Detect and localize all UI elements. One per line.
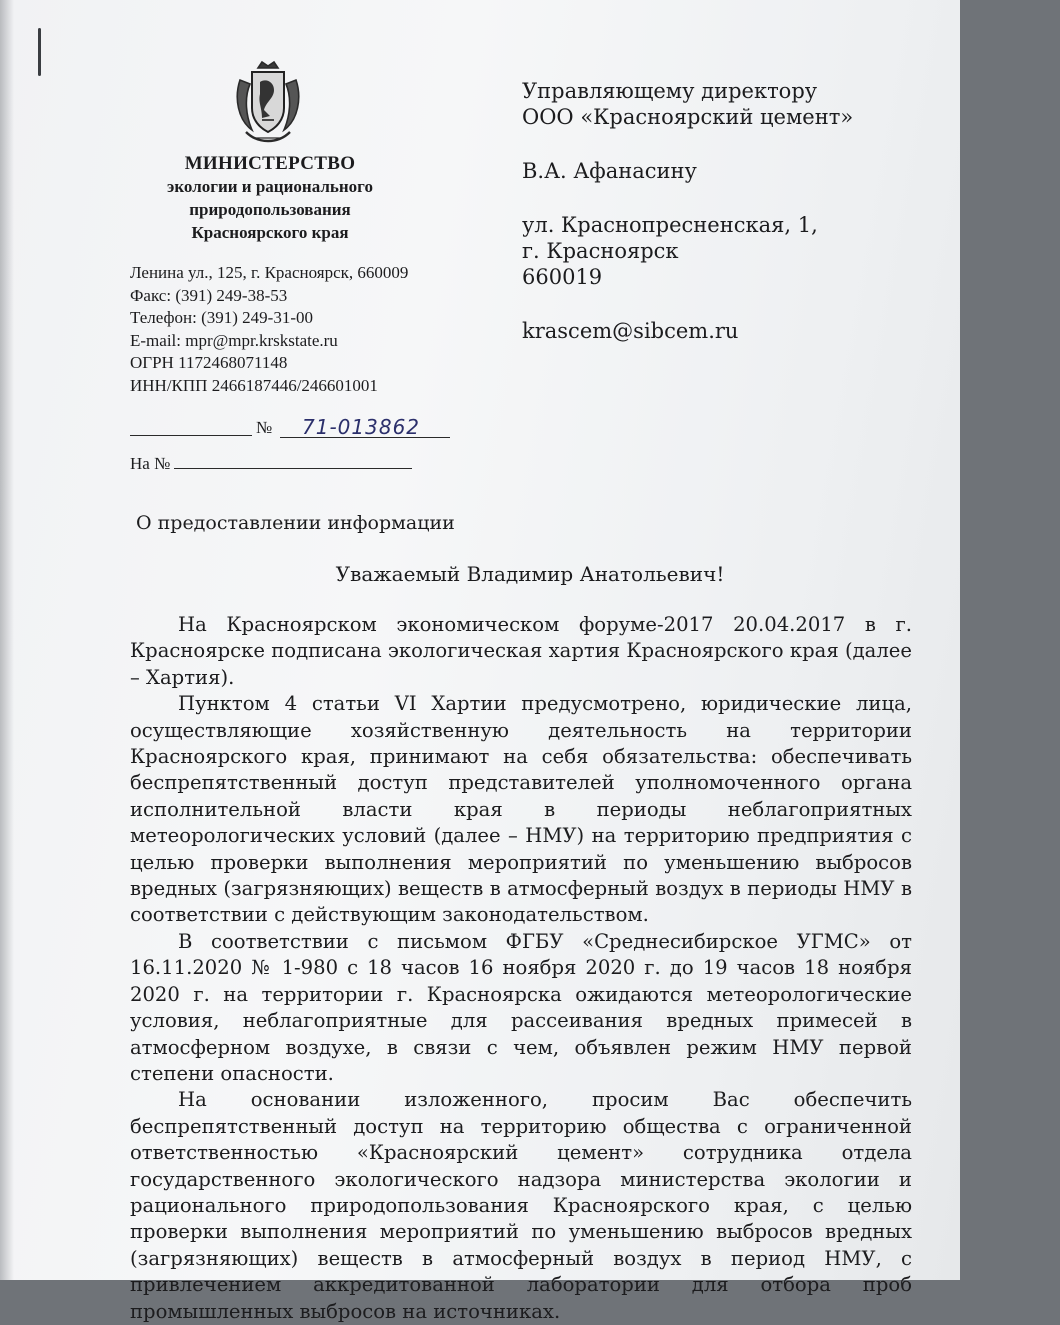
addressee-email: krascem@sibcem.ru <box>522 319 739 343</box>
ministry-header <box>120 152 420 244</box>
paragraph-3: В соответствии с письмом ФГБУ «Среднесибирское УГМС» от 16.11.2020 № 1-980 с 18 часов 16 ноября 2020 г. до 19 часов 18 ноября 2020 г. на территории г. Красноярска ожидаются метеорологические условия, неблагоприятные для рассеивания вредных примесей в атмосферном воздухе, в связи с чем, объявлен режим НМУ первой степени опасности. <box>130 929 912 1085</box>
reply-reference-line <box>130 454 420 474</box>
registration-line <box>130 412 450 438</box>
sender-address: Ленина ул., 125, г. Красноярск, 660009 <box>130 263 409 282</box>
sender-ogrn: ОГРН 1172468071148 <box>130 353 288 372</box>
date-blank <box>130 435 252 436</box>
sender-inn-kpp: ИНН/КПП 2466187446/246601001 <box>130 375 378 395</box>
addressee-street: ул. Краснопресненская, 1, <box>522 213 818 237</box>
sender-contacts <box>130 262 490 397</box>
paragraph-4: На основании изложенного, просим Вас обеспечить беспрепятственный доступ на территорию общества с ограниченной ответственностью «Красноярский цемент» сотрудника отдела государственного экологического надзора министерства экологии и рационального природопользования Красноярского края, с целью проверки выполнения мероприятий по уменьшению выбросов вредных (загрязняющих) веществ в атмосферный воздух в период НМУ, с привлечением аккредитованной лаборатории для отбора проб промышленных выбросов на источниках. <box>130 1088 912 1323</box>
ministry-line-1: экологии и рационального <box>167 177 373 196</box>
addressee-block <box>522 78 882 344</box>
addressee-name: В.А. Афанасину <box>522 159 697 183</box>
paragraph-2: Пунктом 4 статьи VI Хартии предусмотрено, юридические лица, осуществляющие хозяйственную деятельность на территории Красноярского края, принимают на себя обязательства: обеспечивать беспрепятственный доступ представителей уполномоченного органа исполнительной власти края в периоды неблагоприятных метеорологических условий (далее – НМУ) на территорию предприятия с целью проверки выполнения мероприятий по уменьшению выбросов вредных (загрязняющих) веществ в атмосферный воздух в периоды НМУ в соответствии с действующим законодательством. <box>130 692 912 927</box>
reply-label: На № <box>130 454 171 473</box>
sender-fax: Факс: (391) 249-38-53 <box>130 285 288 305</box>
sender-phone: Телефон: (391) 249-31-00 <box>130 308 313 327</box>
addressee-position: Управляющему директору <box>522 79 818 103</box>
ministry-title: МИНИСТЕРСТВО <box>184 153 356 174</box>
paper-mark <box>38 28 41 76</box>
letter-greeting: Уважаемый Владимир Анатольевич! <box>335 562 725 586</box>
number-label: № <box>256 418 273 437</box>
ministry-line-2: природопользования <box>189 200 351 219</box>
paragraph-1: На Красноярском экономическом форуме-2017 20.04.2017 в г. Красноярске подписана экологическая хартия Красноярского края (далее – Хартия). <box>130 613 912 689</box>
sender-email: E-mail: mpr@mpr.krskstate.ru <box>130 330 338 350</box>
addressee-city: г. Красноярск <box>522 239 679 263</box>
ministry-line-3: Красноярского края <box>191 223 349 242</box>
number-field <box>280 415 450 439</box>
letter-subject: О предоставлении информации <box>136 512 455 534</box>
handwritten-number: 71-013862 <box>302 415 421 439</box>
page-edge-shadow <box>0 0 14 1280</box>
coat-of-arms-icon <box>232 58 304 148</box>
addressee-company: ООО «Красноярский цемент» <box>522 105 854 129</box>
addressee-postcode: 660019 <box>522 265 603 289</box>
reply-blank <box>174 454 412 469</box>
letter-body <box>130 612 912 1325</box>
